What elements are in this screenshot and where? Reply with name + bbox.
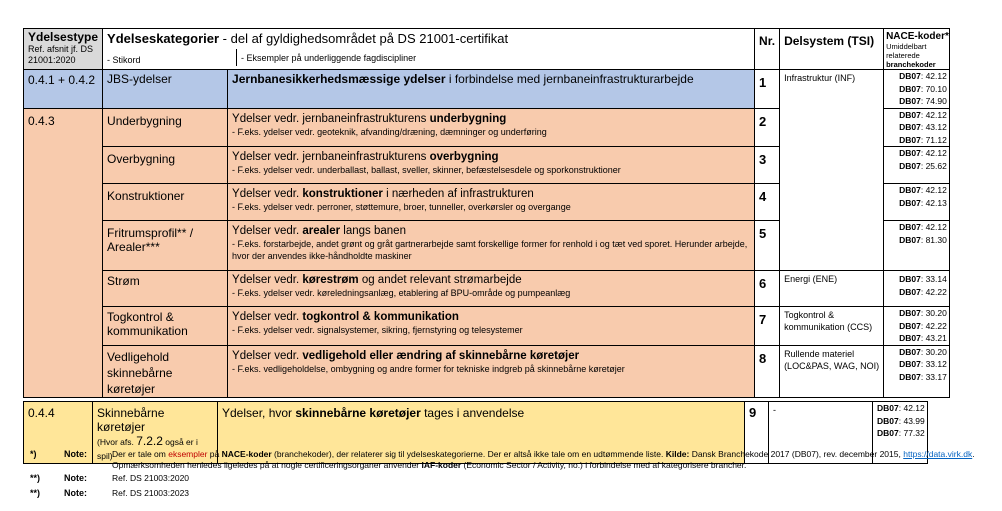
row2-pre: Ydelser vedr. jernbaneinfrastrukturens <box>232 112 430 125</box>
row5-nr: 5 <box>755 221 780 271</box>
row7-main <box>232 310 750 324</box>
row2-codes <box>884 108 950 147</box>
nace-code: DB07: 43.21 <box>899 333 947 343</box>
row1-nr: 1 <box>755 70 780 109</box>
row6-nr: 6 <box>755 271 780 307</box>
row5-description <box>228 221 755 271</box>
delsystem-rullende: Rullende materiel (LOC&PAS, WAG, NOI) <box>780 345 884 397</box>
footnote-mark: **) <box>30 473 41 483</box>
nace-code: DB07: 42.12 <box>899 148 947 158</box>
nace-code: DB07: 30.20 <box>899 308 947 318</box>
fn-part: på <box>207 449 222 459</box>
row7-example: - F.eks. ydelser vedr. signalsystemer, sikring, fjernstyring og telesystemer <box>232 325 523 335</box>
row4-codes <box>884 184 950 221</box>
header-nace-sub: Umiddelbart relaterede <box>886 42 927 60</box>
row4-bold: konstruktioner <box>302 188 383 200</box>
code-value: 30.20 <box>925 308 947 318</box>
row5-rest: langs banen <box>340 225 406 237</box>
row3-main <box>232 150 750 164</box>
fn-part: Dansk Branchekode 2017 (DB07), rev. december 2015, <box>689 449 904 459</box>
nace-code: DB07: 33.14 <box>899 274 947 284</box>
db-prefix: DB07 <box>899 320 921 331</box>
header-kategorier-rest: - del af gyldighedsområdet på DS 21001-certifikat <box>219 31 509 46</box>
db-prefix: DB07 <box>899 185 921 195</box>
row4-description <box>228 184 755 221</box>
row8-main <box>232 349 750 363</box>
row8-stikord: Vedligehold skinnebårne køretøjer <box>103 345 228 397</box>
db-prefix: DB07 <box>899 83 921 94</box>
db-prefix: DB07 <box>877 403 899 413</box>
nace-code: DB07: 43.12 <box>899 122 947 132</box>
code-value: 77.32 <box>903 428 925 438</box>
row9-nr: 9 <box>745 402 769 464</box>
row3-description <box>228 147 755 184</box>
row7-description <box>228 307 755 346</box>
note-num: 7.2.2 <box>136 434 163 448</box>
row4-pre: Ydelser vedr. <box>232 188 303 200</box>
code-value: 33.17 <box>925 371 947 382</box>
code-value: 71.12 <box>925 134 947 145</box>
row9-pre: Ydelser, hvor <box>222 406 296 420</box>
fn-part: (branchekoder), der relaterer sig til ydelseskategorierne. Der er altså ikke tale om en udtømmende liste. <box>271 449 666 459</box>
db-prefix: DB07 <box>899 197 921 208</box>
row4-stikord: Konstruktioner <box>103 184 228 221</box>
db-prefix: DB07 <box>899 222 921 232</box>
footnote-text-line2 <box>112 460 746 471</box>
code-value: 74.90 <box>925 96 947 106</box>
code-value: 33.14 <box>925 274 947 284</box>
fn-part: eksempler <box>168 449 208 459</box>
row5-bold: arealer <box>302 225 341 237</box>
nace-code: DB07: 25.62 <box>899 160 947 171</box>
row8-nr: 8 <box>755 345 780 397</box>
code-value: 43.12 <box>925 122 947 132</box>
footnote-label: Note: <box>64 473 87 483</box>
footnote-label: Note: <box>64 449 87 459</box>
nace-code: DB07: 42.12 <box>877 403 925 413</box>
code-value: 70.10 <box>925 83 947 94</box>
row6-stikord: Strøm <box>103 271 228 307</box>
code-value: 42.22 <box>925 286 947 297</box>
db-prefix: DB07 <box>899 160 921 171</box>
row3-stikord: Overbygning <box>103 147 228 184</box>
db-prefix: DB07 <box>899 71 921 81</box>
nace-code: DB07: 42.22 <box>899 286 947 297</box>
code-value: 42.12 <box>925 109 947 120</box>
row2-main <box>232 112 750 126</box>
row7-pre: Ydelser vedr. <box>232 311 303 323</box>
footnote-text: Ref. DS 21003:2020 <box>112 473 190 483</box>
db-prefix: DB07 <box>899 234 921 245</box>
row8-pre: Ydelser vedr. <box>232 349 303 362</box>
row1-bold: Jernbanesikkerhedsmæssige ydelser <box>232 72 446 86</box>
footnote-text <box>112 449 975 460</box>
fn-part: . <box>972 449 975 459</box>
delsystem-inf: Infrastruktur (INF) <box>780 70 884 271</box>
row9-type: 0.4.4 <box>24 402 93 464</box>
row5-codes <box>884 221 950 271</box>
row9-bold: skinnebårne køretøjer <box>295 406 421 420</box>
table-row <box>24 271 950 307</box>
row8-bold: vedligehold eller ændring af skinnebårne køretøjer <box>302 349 580 362</box>
row7-nr: 7 <box>755 307 780 346</box>
row9-stikord-text: Skinnebårne køretøjer <box>97 406 165 434</box>
nace-code: DB07: 42.22 <box>899 320 947 331</box>
row8-description <box>228 345 755 397</box>
nace-code: DB07: 42.12 <box>899 222 947 232</box>
note-post: også er i spil) <box>97 437 198 461</box>
row6-pre: Ydelser vedr. <box>232 274 303 286</box>
db-prefix: DB07 <box>899 134 921 145</box>
header-delsystem: Delsystem (TSI) <box>780 29 884 70</box>
row7-codes <box>884 307 950 346</box>
header-stikord: - Stikord <box>107 55 141 65</box>
header-examples: - Eksempler på underliggende fagdiscipliner <box>236 49 420 66</box>
row2-bold: underbygning <box>429 112 507 125</box>
row2-stikord: Underbygning <box>103 108 228 147</box>
fn-part: Opmærksomheden henledes ligeledes på at nogle certificeringsorganer anvender <box>112 460 422 470</box>
row7-stikord: Togkontrol & kommunikation <box>103 307 228 346</box>
row6-bold: kørestrøm <box>302 274 359 286</box>
footnote-mark: **) <box>30 488 41 498</box>
db-prefix: DB07 <box>899 122 921 132</box>
footnote-label: Note: <box>64 488 87 498</box>
row3-pre: Ydelser vedr. jernbaneinfrastrukturens <box>232 151 430 163</box>
row4-rest: i nærheden af infrastrukturen <box>382 188 534 200</box>
header-nace <box>884 29 950 70</box>
row3-codes <box>884 147 950 184</box>
row6-codes <box>884 271 950 307</box>
nace-code: DB07: 43.99 <box>877 415 925 426</box>
nace-code: DB07: 42.12 <box>899 185 947 195</box>
row8-codes <box>884 345 950 397</box>
row9-rest: tages i anvendelse <box>420 406 525 420</box>
row5-main <box>232 224 750 238</box>
nace-code: DB07: 71.12 <box>899 134 947 145</box>
nace-code: DB07: 42.12 <box>899 109 947 120</box>
row1-codes <box>884 70 950 109</box>
header-kategorier-title <box>103 29 754 49</box>
nace-code: DB07: 74.90 <box>899 96 947 106</box>
nace-code: DB07: 77.32 <box>877 428 925 438</box>
fn-part: (Economic Sector / Activity, no.) i forbindelse med af kategorisere brancher. <box>461 460 747 470</box>
table-row <box>24 70 950 109</box>
code-value: 42.12 <box>925 185 947 195</box>
code-value: 42.12 <box>903 403 925 413</box>
db-prefix: DB07 <box>877 415 899 426</box>
row4-nr: 4 <box>755 184 780 221</box>
row6-example: - F.eks. ydelser vedr. køreledningsanlæg, etablering af BPU-område og pumpeanlæg <box>232 288 571 298</box>
db-prefix: DB07 <box>899 308 921 318</box>
type-043: 0.4.3 <box>24 108 103 397</box>
fn-part: NACE-koder <box>221 449 272 459</box>
row8-example: - F.eks. vedligeholdelse, ombygning og andre former for tekniske indgreb på skinnebårne køretøjer <box>232 363 625 374</box>
db-prefix: DB07 <box>899 148 921 158</box>
nace-code: DB07: 42.13 <box>899 197 947 208</box>
row6-main <box>232 273 750 287</box>
row2-description <box>228 108 755 147</box>
db-prefix: DB07 <box>899 109 921 120</box>
code-value: 30.20 <box>925 346 947 357</box>
fn-part: Kilde: <box>665 449 690 459</box>
nace-code: DB07: 33.12 <box>899 359 947 369</box>
header-nace-sub-bold: branchekoder <box>886 60 936 69</box>
db-prefix: DB07 <box>877 428 899 438</box>
table-row <box>24 345 950 397</box>
row9-delsystem: - <box>769 402 873 464</box>
row1-description <box>228 70 755 109</box>
code-value: 42.12 <box>925 71 947 81</box>
db-prefix: DB07 <box>899 333 921 343</box>
nace-code: DB07: 30.20 <box>899 346 947 357</box>
header-nr: Nr. <box>755 29 780 70</box>
footnote-text: Ref. DS 21003:2023 <box>112 488 190 498</box>
source-link[interactable]: https://data.virk.dk <box>903 449 973 459</box>
nace-code: DB07: 33.17 <box>899 371 947 382</box>
row5-stikord: Fritrumsprofil** / Arealer*** <box>103 221 228 271</box>
db-prefix: DB07 <box>899 96 921 106</box>
row5-pre: Ydelser vedr. <box>232 225 303 237</box>
header-kategorier-bold: Ydelseskategorier <box>107 31 220 46</box>
nace-code: DB07: 70.10 <box>899 83 947 94</box>
db-prefix: DB07 <box>899 346 921 357</box>
row6-description <box>228 271 755 307</box>
header-ydelsestype <box>24 29 103 70</box>
db-prefix: DB07 <box>899 371 921 382</box>
code-value: 33.12 <box>925 359 947 369</box>
db-prefix: DB07 <box>899 359 921 369</box>
fn-part: Der er tale om <box>112 449 169 459</box>
row3-nr: 3 <box>755 147 780 184</box>
db-prefix: DB07 <box>899 286 921 297</box>
code-value: 25.62 <box>925 160 947 171</box>
header-ydelsestype-title: Ydelsestype <box>28 30 99 44</box>
row4-example: - F.eks. ydelser vedr. perroner, støttemure, broer, tunneller, overkørsler og overgange <box>232 202 571 212</box>
code-value: 42.12 <box>925 222 947 232</box>
header-nace-title: NACE-koder* <box>886 31 949 42</box>
header-subcols <box>103 49 754 66</box>
code-value: 43.21 <box>925 333 947 343</box>
row5-example: - F.eks. forstarbejde, andet grønt og gråt gartnerarbejde samt forskellige former for renhold i og tæt ved sporet. Herunder arbejde, hvor der anvendes ikke-håndholdte maskiner <box>232 239 748 261</box>
header-ydelsestype-ref: Ref. afsnit jf. DS 21001:2020 <box>28 44 94 65</box>
delsystem-ene: Energi (ENE) <box>780 271 884 307</box>
footnote-mark: *) <box>30 449 37 459</box>
row4-main <box>232 187 750 201</box>
code-value: 42.12 <box>925 148 947 158</box>
fn-part: IAF-koder <box>421 460 462 470</box>
row7-bold: togkontrol & kommunikation <box>302 311 459 323</box>
db-prefix: DB07 <box>899 274 921 284</box>
code-value: 42.22 <box>925 320 947 331</box>
nace-code: DB07: 81.30 <box>899 234 947 245</box>
service-table <box>23 28 950 398</box>
delsystem-ccs: Togkontrol & kommunikation (CCS) <box>780 307 884 346</box>
code-value: 43.99 <box>903 415 925 426</box>
row6-rest: og andet relevant strømarbejde <box>358 274 522 286</box>
footnotes <box>0 449 1002 511</box>
row3-bold: overbygning <box>429 151 499 163</box>
row1-type: 0.4.1 + 0.4.2 <box>24 70 103 109</box>
nace-code: DB07: 42.12 <box>899 71 947 81</box>
note-pre: (Hvor afs. <box>97 437 137 447</box>
code-value: 81.30 <box>925 234 947 245</box>
table-row <box>24 307 950 346</box>
row2-nr: 2 <box>755 108 780 147</box>
code-value: 42.13 <box>925 197 947 208</box>
row1-stikord: JBS-ydelser <box>103 70 228 109</box>
row2-example: - F.eks. ydelser vedr. geoteknik, afvanding/dræning, dæmninger og underføring <box>232 126 547 137</box>
header-ydelseskategorier <box>103 29 755 70</box>
row1-rest: i forbindelse med jernbaneinfrastrukturarbejde <box>445 72 694 86</box>
row3-example: - F.eks. ydelser vedr. underballast, ballast, sveller, skinner, befæstelsesdele og sporkonstruktioner <box>232 165 621 175</box>
